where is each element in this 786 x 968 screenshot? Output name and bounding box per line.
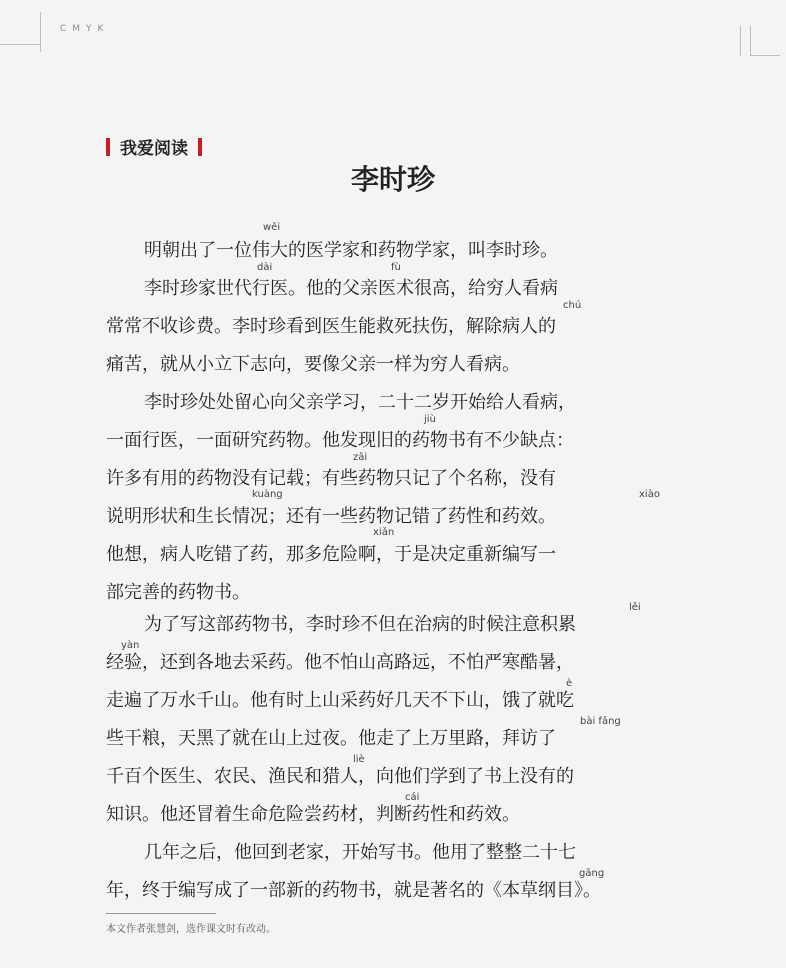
text-line: 说明形状和生长情况；还有一些药物记错了药性和药效。: [106, 506, 556, 527]
section-title: 我爱阅读: [120, 139, 188, 159]
text-line: 走遍了万水千山。他有时上山采药好几天不下山，饿了就吃: [106, 690, 574, 711]
text-line: 李时珍处处留心向父亲学习，二十二岁开始给人看病，: [144, 392, 576, 413]
text-line: 李时珍家世代行医。他的父亲医术很高，给穷人看病: [144, 278, 558, 299]
pinyin-annotation: lěi: [629, 602, 641, 613]
text-line: 年，终于编写成了一部新的药物书，就是著名的《本草纲目》。: [106, 880, 601, 901]
pinyin-annotation: wěi: [263, 222, 281, 233]
text-line: 些干粮，天黑了就在山上过夜。他走了上万里路，拜访了: [106, 728, 556, 749]
crop-mark: [40, 12, 41, 52]
crop-mark: [740, 26, 741, 56]
text-line: 明朝出了一位伟大的医学家和药物学家，叫李时珍。: [144, 240, 558, 261]
page-title: 李时珍: [350, 163, 435, 196]
crop-mark: [750, 26, 751, 56]
footnote-rule: [106, 913, 216, 914]
pinyin-annotation: xiǎn: [373, 527, 395, 538]
footnote: 本文作者张慧剑，选作课文时有改动。: [106, 924, 276, 935]
pinyin-annotation: zǎi: [353, 452, 368, 463]
text-line: 千百个医生、农民、渔民和猎人，向他们学到了书上没有的: [106, 766, 574, 787]
text-line: 知识。他还冒着生命危险尝药材，判断药性和药效。: [106, 804, 520, 825]
text-line: 几年之后，他回到老家，开始写书。他用了整整二十七: [144, 842, 576, 863]
text-line: 常常不收诊费。李时珍看到医生能救死扶伤，解除病人的: [106, 316, 556, 337]
text-line: 部完善的药物书。: [106, 582, 250, 603]
section-header: [106, 134, 202, 159]
crop-mark: [750, 55, 780, 56]
paragraph-2: [106, 270, 666, 384]
pinyin-annotation: liè: [353, 754, 365, 765]
text-line: 为了写这部药物书，李时珍不但在治病的时候注意积累: [144, 614, 576, 635]
section-bar-left: [106, 138, 110, 156]
text-line: 许多有用的药物没有记载；有些药物只记了个名称，没有: [106, 468, 556, 489]
crop-mark: [0, 44, 40, 45]
pinyin-annotation: è: [566, 678, 573, 689]
text-line: 他想，病人吃错了药，那多危险啊，于是决定重新编写一: [106, 544, 556, 565]
pinyin-annotation: gāng: [579, 868, 605, 879]
text-line: 一面行医，一面研究药物。他发现旧的药物书有不少缺点：: [106, 430, 574, 451]
section-bar-right: [198, 138, 202, 156]
pinyin-annotation: yàn: [121, 640, 140, 651]
pinyin-annotation: kuàng: [252, 489, 283, 500]
text-line: 痛苦，就从小立下志向，要像父亲一样为穷人看病。: [106, 354, 520, 375]
paragraph-3: [106, 384, 666, 612]
pinyin-annotation: fù: [391, 262, 401, 273]
pinyin-annotation: bài fǎng: [580, 716, 621, 727]
pinyin-annotation: cái: [405, 792, 420, 803]
print-marks: CMYK: [60, 24, 110, 34]
text-line: 经验，还到各地去采药。他不怕山高路远，不怕严寒酷暑，: [106, 652, 574, 673]
pinyin-annotation: dài: [257, 262, 273, 273]
pinyin-annotation: chú: [563, 300, 582, 311]
paragraph-1: [106, 232, 666, 270]
pinyin-annotation: jiù: [424, 414, 436, 425]
pinyin-annotation: xiào: [639, 489, 660, 500]
